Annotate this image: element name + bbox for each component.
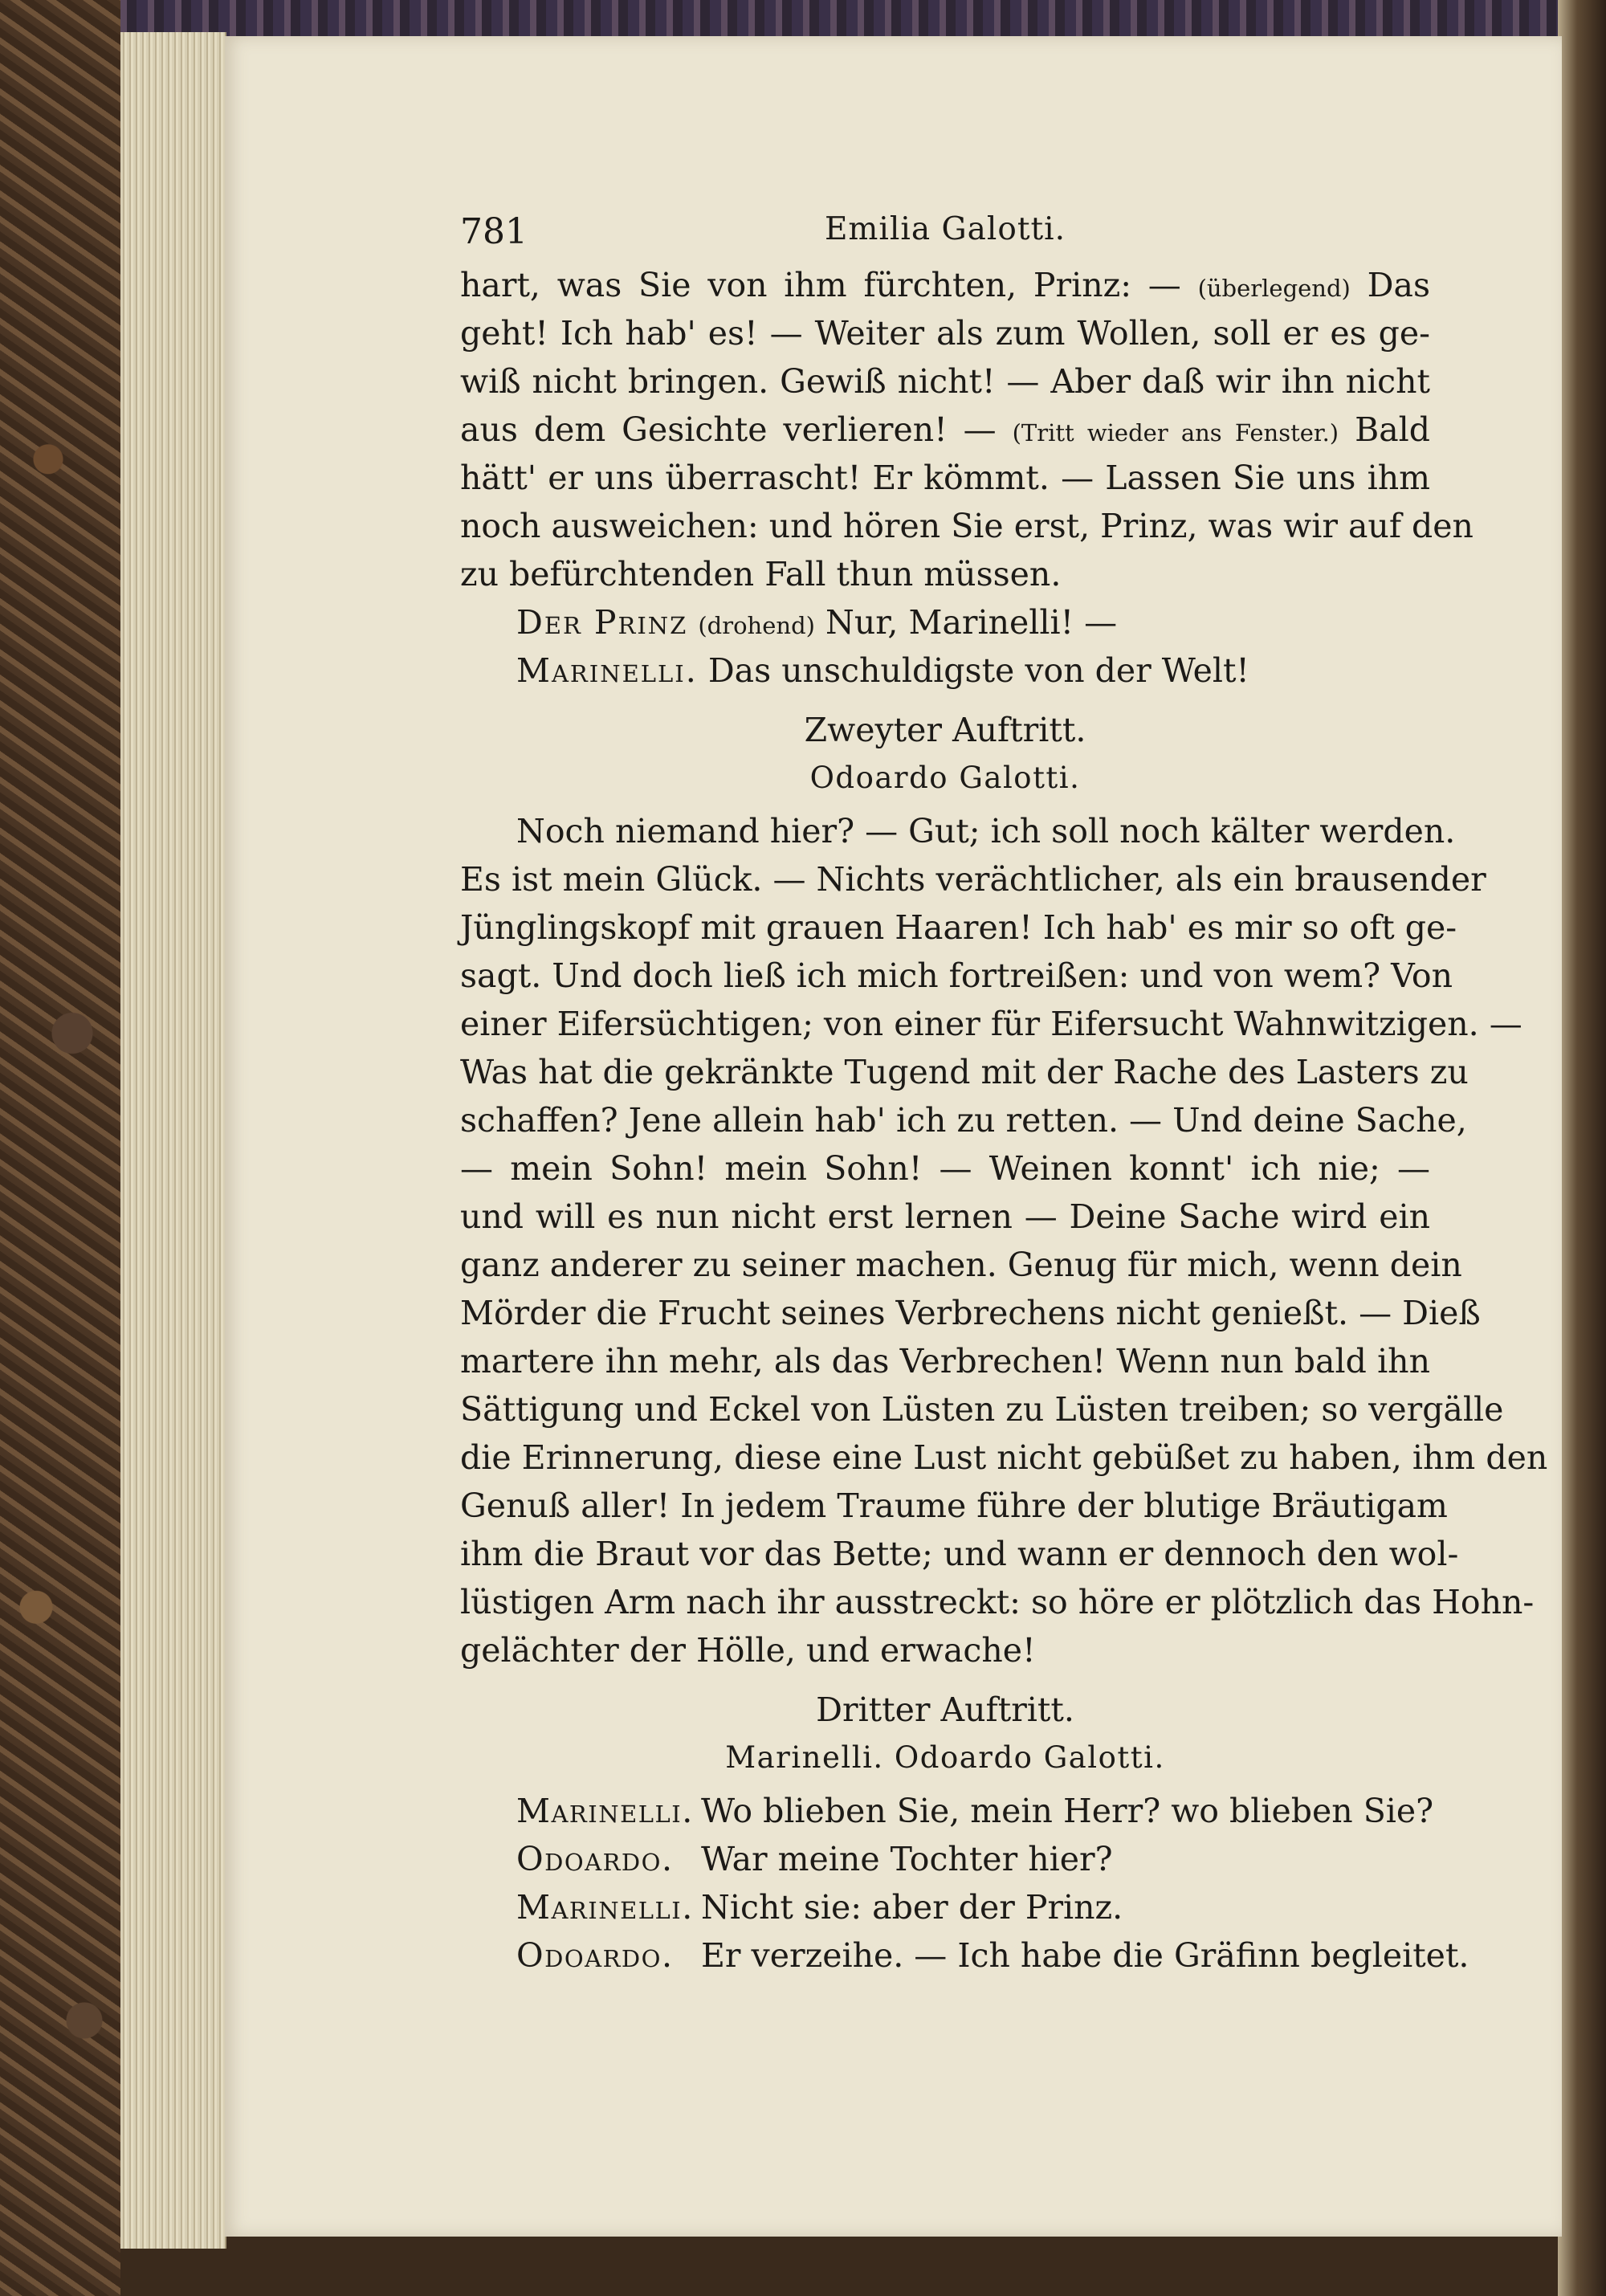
speaker-name: Odoardo. bbox=[516, 1936, 674, 1975]
text-line: hart, was Sie von ihm fürchten, Prinz: — (überlegend) Das bbox=[460, 266, 1430, 304]
stage-direction: (überlegend) bbox=[1197, 275, 1351, 302]
speech-text: War meine Tochter hier? bbox=[701, 1840, 1113, 1878]
speaker-name: Marinelli. bbox=[516, 1888, 694, 1927]
speech-text: Er verzeihe. — Ich habe die Gräfinn begleitet. bbox=[701, 1936, 1469, 1975]
stage-direction: (drohend) bbox=[698, 612, 815, 639]
text-line: Sättigung und Eckel von Lüsten zu Lüsten treiben; so vergälle bbox=[460, 1390, 1504, 1429]
text-line: Genuß aller! In jedem Traume führe der blutige Bräutigam bbox=[460, 1486, 1448, 1525]
page-header bbox=[460, 205, 1430, 261]
dialogue-line bbox=[460, 1787, 1434, 1835]
prinz-line: Der Prinz (drohend) Nur, Marinelli! — bbox=[516, 603, 1118, 642]
cover-right-edge bbox=[1558, 0, 1606, 2296]
text-line: geht! Ich hab' es! — Weiter als zum Wollen, soll er es ge- bbox=[460, 314, 1430, 353]
text-line: Noch niemand hier? — Gut; ich soll noch kälter werden. bbox=[516, 812, 1456, 850]
marbled-cover bbox=[0, 0, 120, 2296]
text-line: lüstigen Arm nach ihr ausstreckt: so höre er plötzlich das Hohn- bbox=[460, 1583, 1535, 1621]
text-line: martere ihn mehr, als das Verbrechen! Wenn nun bald ihn bbox=[460, 1342, 1430, 1380]
scene-heading: Dritter Auftritt. bbox=[816, 1690, 1074, 1729]
speech-text: Nicht sie: aber der Prinz. bbox=[701, 1888, 1123, 1927]
speaker-name: Der Prinz bbox=[516, 603, 688, 642]
opening-speech bbox=[460, 261, 1474, 695]
text-line: gelächter der Hölle, und erwache! bbox=[460, 1631, 1036, 1670]
text-line: und will es nun nicht erst lernen — Deine Sache wird ein bbox=[460, 1197, 1430, 1236]
scene3-dialogue bbox=[460, 1787, 1469, 1980]
odoardo-monologue bbox=[460, 807, 1548, 1674]
text-line: wiß nicht bringen. Gewiß nicht! — Aber daß wir ihn nicht bbox=[460, 362, 1430, 401]
dialogue-line bbox=[460, 1931, 1469, 1980]
scene-characters: Odoardo Galotti. bbox=[809, 761, 1081, 795]
text-line: Es ist mein Glück. — Nichts verächtlicher, als ein brausender bbox=[460, 860, 1486, 899]
text-line: ganz anderer zu seiner machen. Genug für mich, wenn dein bbox=[460, 1246, 1462, 1284]
text-line: hätt' er uns überrascht! Er kömmt. — Lassen Sie uns ihm bbox=[460, 459, 1430, 497]
text-line: schaffen? Jene allein hab' ich zu retten. — Und deine Sache, bbox=[460, 1101, 1467, 1140]
text-line: Mörder die Frucht seines Verbrechens nicht genießt. — Dieß bbox=[460, 1294, 1481, 1332]
text-line: aus dem Gesichte verlieren! — (Tritt wieder ans Fenster.) Bald bbox=[460, 410, 1430, 449]
speaker-name: Marinelli. bbox=[516, 1792, 694, 1830]
speaker-name: Odoardo. bbox=[516, 1840, 674, 1878]
text-line: sagt. Und doch ließ ich mich fortreißen: und von wem? Von bbox=[460, 956, 1453, 995]
speaker-name: Marinelli. bbox=[516, 651, 698, 690]
running-title: Emilia Galotti. bbox=[824, 211, 1066, 247]
speech-text: Wo blieben Sie, mein Herr? wo blieben Sie? bbox=[701, 1792, 1434, 1830]
dialogue-line bbox=[460, 1835, 1430, 1883]
text-line: Was hat die gekränkte Tugend mit der Rache des Lasters zu bbox=[460, 1053, 1469, 1091]
text-line: die Erinnerung, diese eine Lust nicht gebüßet zu haben, ihm den bbox=[460, 1438, 1548, 1477]
page-number: 781 bbox=[460, 211, 528, 252]
text-line: — mein Sohn! mein Sohn! — Weinen konnt' ich nie; — bbox=[460, 1149, 1430, 1188]
marinelli-line: Marinelli. Das unschuldigste von der Welt! bbox=[516, 651, 1249, 690]
text-line: Jünglingskopf mit grauen Haaren! Ich hab' es mir so oft ge- bbox=[460, 908, 1457, 947]
text-line: zu befürchtenden Fall thun müssen. bbox=[460, 555, 1062, 593]
stage-direction: (Tritt wieder ans Fenster.) bbox=[1012, 419, 1339, 447]
dialogue-line bbox=[460, 1883, 1430, 1931]
text-line: ihm die Braut vor das Bette; und wann er dennoch den wol- bbox=[460, 1535, 1459, 1573]
scene-characters: Marinelli. Odoardo Galotti. bbox=[725, 1740, 1165, 1775]
page-edges bbox=[120, 32, 226, 2249]
scene-heading: Zweyter Auftritt. bbox=[804, 711, 1086, 749]
page-content bbox=[460, 205, 1548, 1980]
text-line: noch ausweichen: und hören Sie erst, Prinz, was wir auf den bbox=[460, 507, 1474, 545]
text-line: einer Eifersüchtigen; von einer für Eifersucht Wahnwitzigen. — bbox=[460, 1005, 1522, 1043]
